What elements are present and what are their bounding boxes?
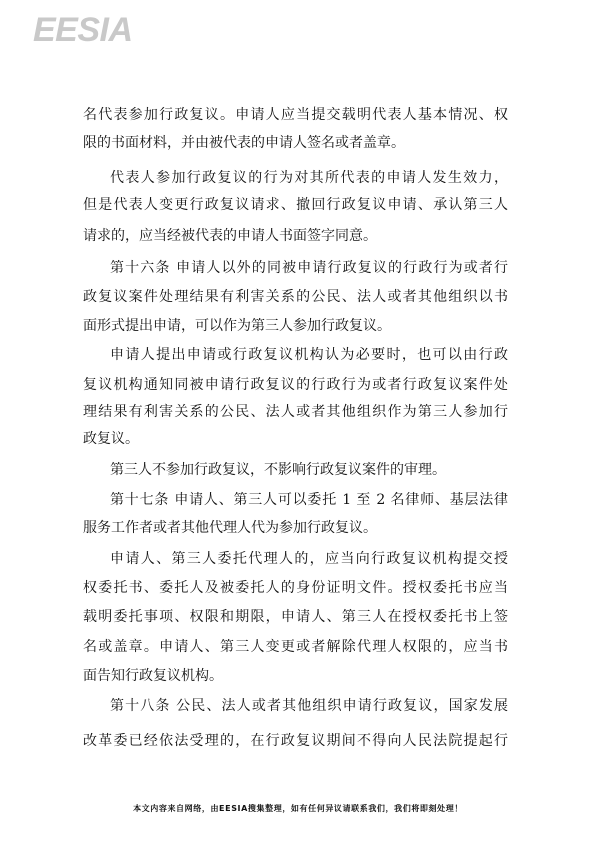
text-line: 复议机构通知同被申请行政复议的行政行为或者行政复议案件处 <box>83 377 508 393</box>
eesia-logo: EESIA <box>33 11 133 49</box>
text-line: 第十七条 申请人、第三人可以委托 1 至 2 名律师、基层法律 <box>110 492 508 508</box>
text-line: 第十八条 公民、法人或者其他组织申请行政复议，国家发展 <box>110 698 508 714</box>
footer-disclaimer: 本文内容来自网络，由EESIA搜集整理，如有任何异议请联系我们，我们将即刻处理！ <box>133 804 463 813</box>
text-line: 权委托书、委托人及被委托人的身份证明文件。授权委托书应当 <box>83 580 508 596</box>
text-line: 代表人参加行政复议的行为对其所代表的申请人发生效力， <box>110 170 508 186</box>
text-line: 面形式提出申请，可以作为第三人参加行政复议。 <box>83 318 391 334</box>
text-line: 名代表参加行政复议。申请人应当提交载明代表人基本情况、权 <box>83 107 508 123</box>
text-line: 面告知行政复议机构。 <box>83 668 223 684</box>
text-line: 第三人不参加行政复议，不影响行政复议案件的审理。 <box>110 462 446 478</box>
text-line: 理结果有利害关系的公民、法人或者其他组织作为第三人参加行 <box>83 404 508 420</box>
text-line: 政复议案件处理结果有利害关系的公民、法人或者其他组织以书 <box>83 289 508 305</box>
text-line: 限的书面材料，并由被代表的申请人签名或者盖章。 <box>83 135 405 151</box>
text-line: 但是代表人变更行政复议请求、撤回行政复议申请、承认第三人 <box>83 197 508 213</box>
text-line: 申请人、第三人委托代理人的，应当向行政复议机构提交授 <box>110 551 508 567</box>
text-line: 申请人提出申请或行政复议机构认为必要时，也可以由行政 <box>110 347 508 363</box>
text-line: 服务工作者或者其他代理人代为参加行政复议。 <box>83 520 377 536</box>
text-line: 政复议。 <box>83 431 139 447</box>
text-line: 改革委已经依法受理的，在行政复议期间不得向人民法院提起行 <box>83 733 508 749</box>
text-line: 载明委托事项、权限和期限，申请人、第三人在授权委托书上签 <box>83 609 508 625</box>
text-line: 第十六条 申请人以外的同被申请行政复议的行政行为或者行 <box>110 260 508 276</box>
text-line: 名或盖章。申请人、第三人变更或者解除代理人权限的，应当书 <box>83 639 508 655</box>
text-line: 请求的，应当经被代表的申请人书面签字同意。 <box>83 228 377 244</box>
